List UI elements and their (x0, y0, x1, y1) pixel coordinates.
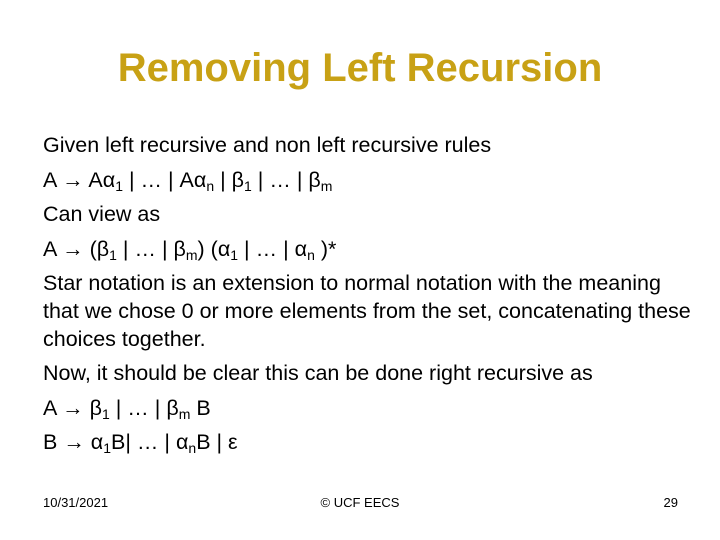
subscript: 1 (109, 246, 117, 263)
star-notation-paragraph: Star notation is an extension to normal notation with the meaning that we chose 0 or more elements from the set, concatenating these choices together. (43, 271, 691, 351)
subscript: 1 (103, 440, 112, 456)
rule-text: A → (β (43, 236, 110, 261)
subscript: n (188, 440, 197, 456)
intro-line: Given left recursive and non left recursive rules (43, 133, 492, 157)
rule-text: | … | β (116, 236, 186, 261)
subscript: m (185, 246, 198, 263)
subscript: 1 (244, 177, 252, 194)
slide-body (43, 128, 693, 460)
rule-text: B | ε (196, 430, 238, 454)
view-as-line: Can view as (43, 202, 161, 226)
subscript: 1 (101, 405, 110, 422)
rule-text: A → β (43, 395, 102, 420)
rule-text: | … | β (251, 167, 321, 192)
right-recursive-rule-b (43, 425, 693, 460)
rule-text: B (190, 395, 211, 420)
rule-text: | β (214, 167, 245, 192)
right-recursive-intro: Now, it should be clear this can be done right recursive as (43, 361, 593, 385)
rule-text: | … | Aα (122, 167, 207, 192)
subscript: 1 (115, 177, 123, 194)
page-number: 29 (663, 495, 678, 510)
subscript: m (320, 177, 333, 194)
subscript: m (178, 405, 191, 422)
rule-text: A → Aα (43, 167, 116, 192)
rule-text: | … | β (109, 395, 179, 420)
slide-title: Removing Left Recursion (117, 46, 603, 90)
star-notation-rule (43, 232, 693, 267)
rule-text: B → α (43, 430, 104, 454)
left-recursive-rule (43, 163, 693, 198)
subscript: n (206, 177, 215, 194)
footer-date: 10/31/2021 (43, 495, 109, 510)
rule-text: ) (α (197, 236, 231, 261)
rule-text: | … | α (238, 236, 308, 261)
footer-copyright: © UCF EECS (320, 495, 400, 510)
rule-text: B| … | α (111, 430, 189, 454)
subscript: n (307, 246, 315, 263)
rule-text: )* (314, 236, 337, 261)
subscript: 1 (230, 246, 239, 263)
right-recursive-rule-a (43, 391, 693, 426)
